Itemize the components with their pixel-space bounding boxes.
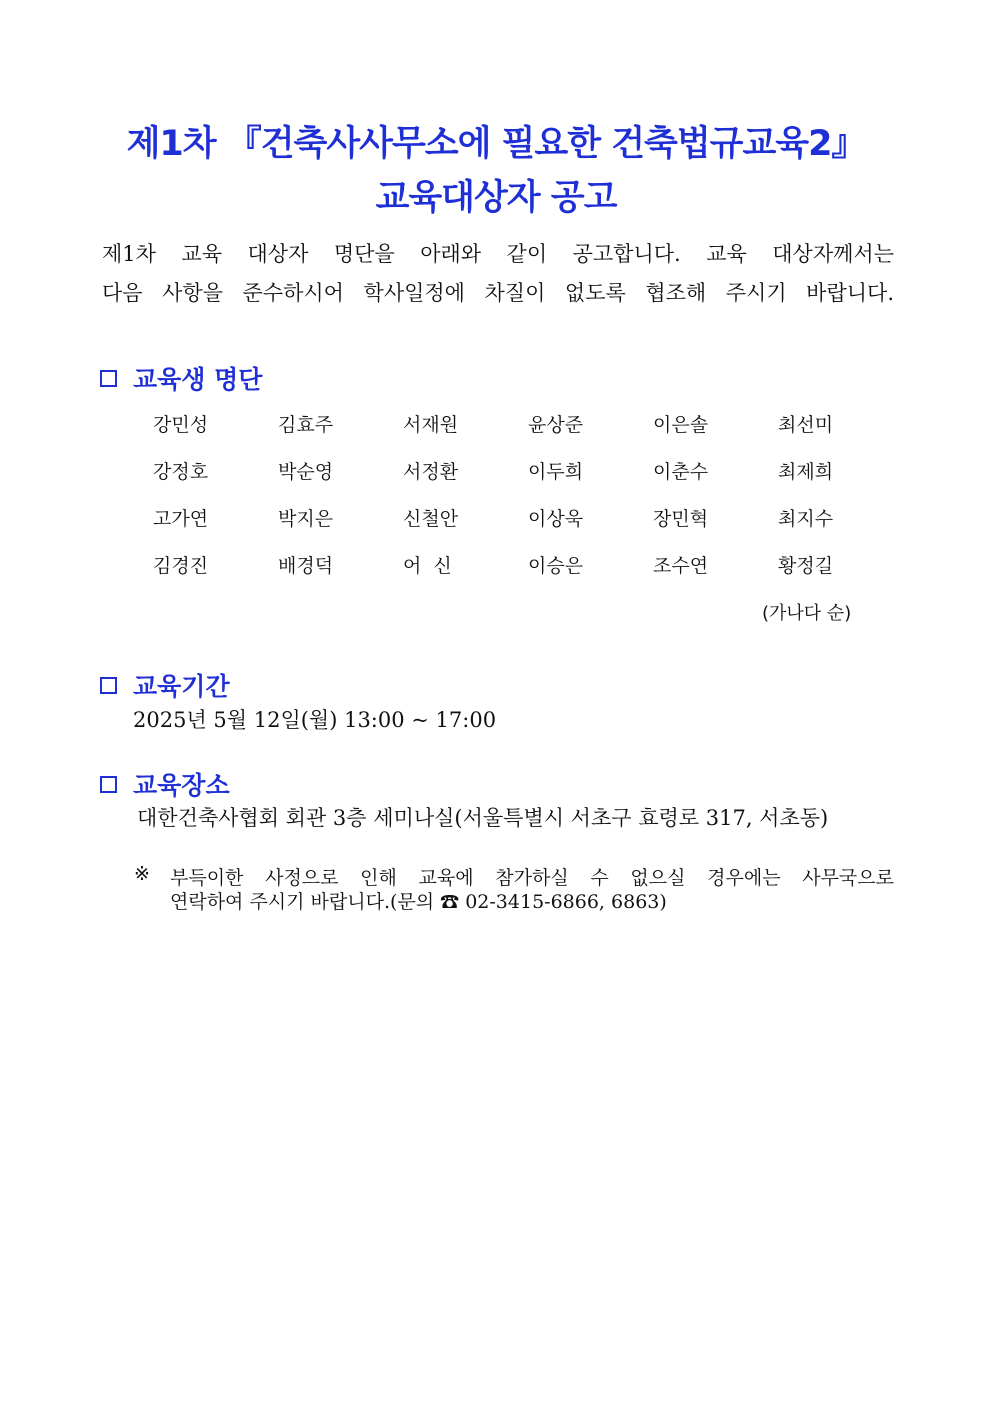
- venue-heading-label: 교육장소: [133, 771, 230, 800]
- title-line-2: 교육대상자 공고: [375, 178, 617, 218]
- period-heading-label: 교육기간: [133, 672, 230, 701]
- trainee-row: [153, 551, 903, 598]
- trainee-name: 고가연: [153, 508, 209, 530]
- trainee-name: 최제희: [778, 461, 834, 483]
- names-section-heading: [100, 360, 262, 396]
- trainee-name: 김경진: [153, 555, 209, 577]
- trainee-name: 강민성: [153, 414, 209, 436]
- trainee-row: [153, 457, 903, 504]
- trainee-name: 윤상준: [528, 414, 584, 436]
- checkbox-icon: [100, 677, 117, 694]
- trainee-name: 어 신: [403, 555, 452, 577]
- intro-line-1: 제1차 교육 대상자 명단을 아래와 같이 공고합니다. 교육 대상자께서는: [102, 242, 894, 266]
- reference-mark-icon: ※: [134, 863, 150, 885]
- trainee-name: 서재원: [403, 414, 459, 436]
- intro-line-2: 다음 사항을 준수하시어 학사일정에 차질이 없도록 협조해 주시기 바랍니다.: [102, 281, 894, 305]
- trainee-name: 이은솔: [653, 414, 709, 436]
- trainee-name: 이두희: [528, 461, 584, 483]
- checkbox-icon: [100, 776, 117, 793]
- trainee-name: 배경덕: [278, 555, 334, 577]
- notice-line-2: 연락하여 주시기 바랍니다.(문의 ☎ 02-3415-6866, 6863): [170, 891, 667, 913]
- trainee-row: [153, 504, 903, 551]
- venue-value: 대한건축사협회 회관 3층 세미나실(서울특별시 서초구 효령로 317, 서초동): [137, 806, 829, 830]
- period-value: 2025년 5월 12일(월) 13:00 ~ 17:00: [133, 708, 497, 732]
- trainee-name: 최지수: [778, 508, 834, 530]
- trainee-name: 강정호: [153, 461, 209, 483]
- trainee-name: 박순영: [278, 461, 334, 483]
- trainee-name: 이춘수: [653, 461, 709, 483]
- trainee-name: 황정길: [778, 555, 834, 577]
- trainee-list: [153, 410, 903, 598]
- trainee-name: 최선미: [778, 414, 834, 436]
- venue-section-heading: [100, 766, 230, 802]
- title-line-1: 제1차 『건축사사무소에 필요한 건축법규교육2』: [126, 124, 866, 164]
- trainee-name: 신철안: [403, 508, 459, 530]
- names-heading-label: 교육생 명단: [133, 365, 263, 394]
- notice-line-1: 부득이한 사정으로 인해 교육에 참가하실 수 없으실 경우에는 사무국으로: [170, 867, 894, 889]
- trainee-name: 서정환: [403, 461, 459, 483]
- trainee-name: 조수연: [653, 555, 709, 577]
- trainee-name: 장민혁: [653, 508, 709, 530]
- trainee-name: 김효주: [278, 414, 334, 436]
- order-note: (가나다 순): [762, 603, 852, 624]
- trainee-name: 박지은: [278, 508, 334, 530]
- trainee-name: 이상욱: [528, 508, 584, 530]
- period-section-heading: [100, 667, 230, 703]
- trainee-row: [153, 410, 903, 457]
- trainee-name: 이승은: [528, 555, 584, 577]
- checkbox-icon: [100, 370, 117, 387]
